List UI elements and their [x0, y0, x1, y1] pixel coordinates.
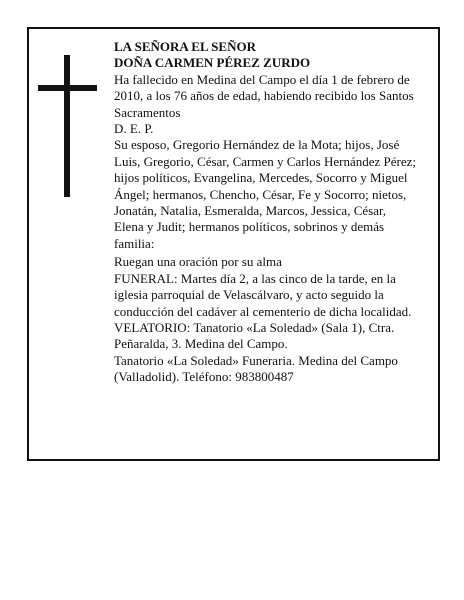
wake-details: VELATORIO: Tanatorio «La Soledad» (Sala 1), Ctra. Peñaralda, 3. Medina del Campo.	[114, 319, 395, 352]
prayer-request: Ruegan una oración por su alma	[114, 254, 282, 270]
obituary-text	[114, 39, 418, 386]
latin-cross-icon	[38, 55, 97, 197]
funeral-details: FUNERAL: Martes día 2, a las cinco de la tarde, en la iglesia parroquial de Velascálvaro, y acto seguido la conducción del cadáver al cementerio de dicha localidad.	[114, 270, 412, 319]
cross-vertical-bar	[64, 55, 70, 197]
rest-in-peace: D. E. P.	[114, 121, 154, 137]
cross-horizontal-bar	[38, 85, 97, 91]
death-announcement: Ha fallecido en Medina del Campo el día 1 de febrero de 2010, a los 76 años de edad, habiendo recibido los Santos Sacramentos	[114, 71, 414, 120]
funeral-home-details: Tanatorio «La Soledad» Funeraria. Medina del Campo (Valladolid). Teléfono: 983800487	[114, 352, 398, 385]
notice-title-line: LA SEÑORA EL SEÑOR	[114, 39, 256, 54]
deceased-name: DOÑA CARMEN PÉREZ ZURDO	[114, 55, 311, 71]
family-list: Su esposo, Gregorio Hernández de la Mota; hijos, José Luis, Gregorio, César, Carmen y Carlos Hernández Pérez; hijos políticos, Evangelina, Mercedes, Socorro y Miguel Ángel; hermanos, Chencho, César, Fe y Socorro; nietos, Jonatán, Natalia, Esmeralda, Marcos, Jessica, César, Elena y Judit; hermanos políticos, sobrinos y demás familia:	[114, 137, 416, 251]
